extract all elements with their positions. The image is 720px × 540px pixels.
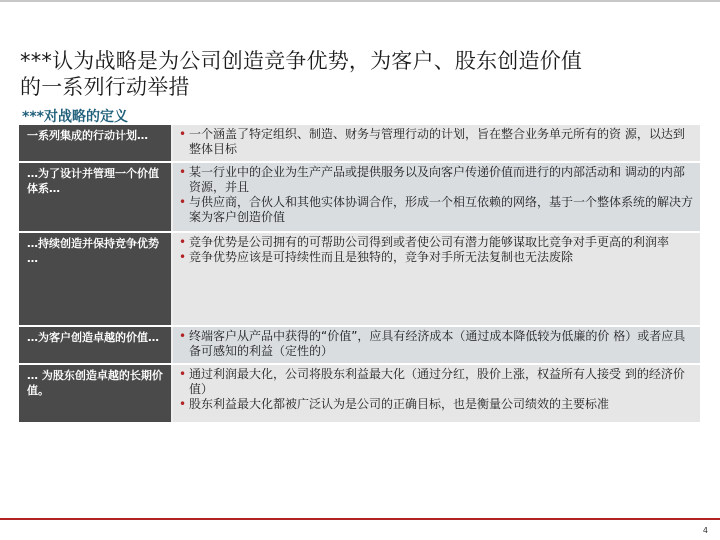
row-content: [173, 125, 700, 161]
bullet-icon: •: [179, 195, 187, 209]
slide-title-line2: 的一系列行动举措: [20, 75, 190, 99]
list-item: [179, 127, 694, 157]
page-number: 4: [702, 526, 708, 535]
bullet-text: 股东利益最大化都被广泛认为是公司的正确目标，也是衡量公司绩效的主要标准: [189, 397, 610, 411]
bullet-text: 通过利润最大化，公司将股东利益最大化（通过分红，股价上涨，权益所有人接受 到的经济价值）: [189, 367, 685, 396]
slide-title: [20, 48, 700, 100]
bullet-icon: •: [179, 250, 187, 264]
row-content: [173, 327, 700, 363]
bullet-text: 竞争优势应该是可持续性而且是独特的，竞争对手所无法复制也无法废除: [189, 250, 574, 264]
table-row: [19, 233, 700, 325]
list-item: [179, 250, 694, 265]
list-item: [179, 367, 694, 397]
table-row: [19, 365, 700, 422]
row-content: [173, 163, 700, 231]
row-label: …为了设计并管理一个价值体系…: [19, 163, 171, 231]
list-item: [179, 165, 694, 195]
bullet-text: 与供应商，合伙人和其他实体协调合作，形成一个相互依赖的网络，基于一个整体系统的解决方案为客户创造价值: [189, 195, 694, 224]
list-item: [179, 235, 694, 250]
slide-title-line1: ***认为战略是为公司创造竞争优势，为客户、股东创造价值: [20, 49, 583, 73]
table-row: [19, 125, 700, 161]
bullet-icon: •: [179, 329, 187, 343]
slide-subtitle: ***对战略的定义: [22, 109, 128, 125]
row-label: … 为股东创造卓越的长期价值。: [19, 365, 171, 422]
definition-table: [19, 125, 700, 422]
bullet-icon: •: [179, 235, 187, 249]
top-rule: [0, 0, 720, 2]
row-content: [173, 233, 700, 325]
table-row: [19, 327, 700, 363]
row-label: 一系列集成的行动计划…: [19, 125, 171, 161]
bullet-icon: •: [179, 127, 187, 141]
table-row: [19, 163, 700, 231]
bullet-text: 竞争优势是公司拥有的可帮助公司得到或者使公司有潜力能够谋取比竞争对手更高的利润率: [189, 235, 670, 249]
footer-rule: [0, 518, 720, 520]
bullet-text: 终端客户从产品中获得的“价值”，应具有经济成本（通过成本降低较为低廉的价 格）或者应具备可感知的利益（定性的）: [189, 329, 686, 358]
bullet-text: 一个涵盖了特定组织、制造、财务与管理行动的计划，旨在整合业务单元所有的资 源，以达到整体目标: [189, 127, 685, 156]
bullet-icon: •: [179, 397, 187, 411]
list-item: [179, 329, 694, 359]
bullet-icon: •: [179, 367, 187, 381]
bullet-icon: •: [179, 165, 187, 179]
list-item: [179, 195, 694, 225]
row-label: …持续创造并保持竞争优势 …: [19, 233, 171, 325]
list-item: [179, 397, 694, 412]
row-label: …为客户创造卓越的价值…: [19, 327, 171, 363]
row-content: [173, 365, 700, 422]
bullet-text: 某一行业中的企业为生产产品或提供服务以及向客户传递价值而进行的内部活动和 调动的内部资源，并且: [189, 165, 685, 194]
